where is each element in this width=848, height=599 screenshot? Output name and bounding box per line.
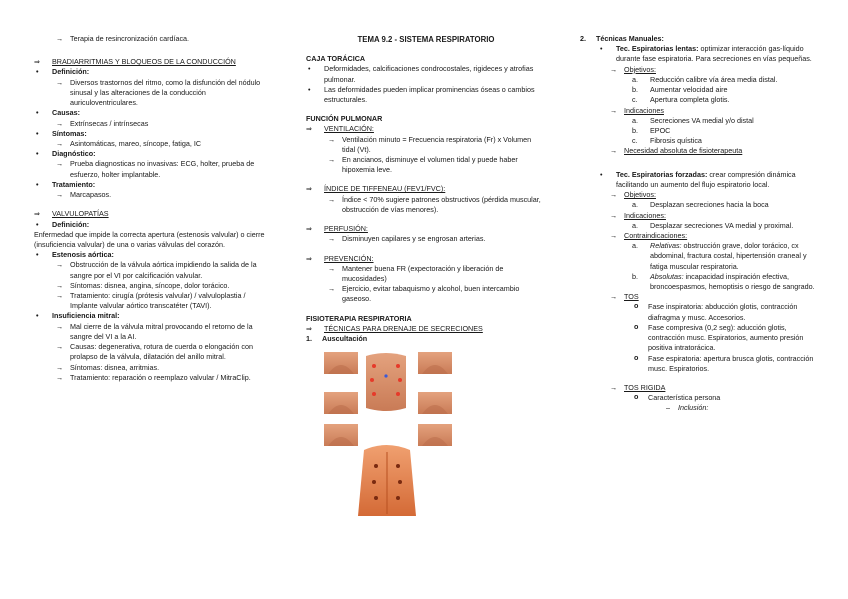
valv-definicion-label-text: Definición: bbox=[52, 219, 90, 229]
objetivo2-text: Desplazan secreciones hacia la boca bbox=[650, 200, 769, 210]
perfusion-title: PERFUSIÓN: bbox=[324, 224, 368, 234]
estenosis-label bbox=[34, 250, 272, 260]
indicacion-letter: a. bbox=[632, 115, 638, 125]
indicacion-item bbox=[632, 126, 816, 136]
caja-item-text: Las deformidades pueden implicar prominencias óseas o cambios estructurales. bbox=[324, 84, 535, 104]
ventilacion-title: VENTILACIÓN: bbox=[324, 124, 374, 134]
prevencion-item-text: Ejercicio, evitar tabaquismo y alcohol, buen intercambio gaseoso. bbox=[342, 284, 520, 304]
lentas-label: Tec. Espiratorias lentas: bbox=[616, 44, 699, 54]
ventilacion-item bbox=[324, 135, 546, 155]
necesidad-text: Necesidad absoluta de fisioterapeuta bbox=[624, 146, 743, 156]
estenosis-item bbox=[52, 260, 272, 280]
objetivo-letter: a. bbox=[632, 74, 638, 84]
objetivo-item bbox=[632, 75, 816, 85]
estenosis-item bbox=[52, 281, 272, 291]
diagnostico-label bbox=[34, 149, 272, 159]
torso-thumb-1 bbox=[324, 352, 358, 374]
causas-label-text: Causas: bbox=[52, 108, 80, 118]
tratamiento-text bbox=[52, 190, 272, 200]
tecnicas-manuales-label: Técnicas Manuales: bbox=[596, 34, 664, 43]
valv-definicion-body: Enfermedad que impide la correcta apertura (estenosis valvular) o cierre (insuficiencia valvular) de una o varias válvulas del corazón. bbox=[34, 229, 265, 249]
fisioterapia-header: FISIOTERAPIA RESPIRATORIA bbox=[306, 313, 412, 323]
contraindicaciones-label: Contraindicaciones: bbox=[624, 230, 688, 240]
tos-rigida-subitem bbox=[664, 403, 816, 413]
caja-toracica-header: CAJA TORÁCICA bbox=[306, 54, 366, 64]
forzadas-text: crear compresión dinámica facilitando un aumento del flujo espiratorio local. bbox=[616, 169, 796, 189]
forzadas-item bbox=[598, 170, 816, 190]
objetivo2-letter: a. bbox=[632, 200, 638, 210]
diagnostico-label-text: Diagnóstico: bbox=[52, 149, 96, 159]
insuficiencia-label-text: Insuficiencia mitral: bbox=[52, 311, 120, 321]
tos-label: TOS bbox=[624, 292, 639, 302]
left-column bbox=[34, 34, 272, 383]
sintomas-label bbox=[34, 129, 272, 139]
objetivo2-item bbox=[632, 200, 816, 210]
estenosis-item bbox=[52, 291, 272, 311]
contraindicacion-type: Relativas: bbox=[650, 241, 682, 251]
tos-item bbox=[632, 323, 816, 354]
tiffeneau-item bbox=[324, 195, 546, 215]
prevencion-title: PREVENCIÓN: bbox=[324, 253, 374, 263]
causas-text bbox=[52, 119, 272, 129]
middle-column bbox=[306, 34, 546, 516]
prevencion-header bbox=[306, 254, 546, 264]
prevencion-item-text: Mantener buena FR (expectoración y liberación de mucosidades) bbox=[342, 263, 504, 283]
objetivo-text: Reducción calibre vía área media distal. bbox=[650, 74, 778, 84]
prevencion-item bbox=[324, 284, 546, 304]
tos-item-text: Fase compresiva (0,2 seg): aducción glotis, contracción musc. Espiratorios, aumento presión positiva intratorácica. bbox=[648, 322, 804, 353]
back-torso bbox=[358, 445, 416, 516]
auscultation-points-illustration bbox=[306, 348, 506, 516]
tos-rigida-item-text: Característica persona bbox=[648, 393, 721, 403]
objetivo-letter: c. bbox=[632, 95, 638, 105]
tos-item bbox=[632, 354, 816, 374]
sintomas-text bbox=[52, 139, 272, 149]
indicaciones2-label: Indicaciones: bbox=[624, 210, 666, 220]
tratamiento-label-text: Tratamiento: bbox=[52, 179, 96, 189]
objetivos-label: Objetivos: bbox=[624, 64, 656, 74]
objetivos-header bbox=[606, 65, 816, 75]
estenosis-label-text: Estenosis aórtica: bbox=[52, 250, 114, 260]
auscultation-figure bbox=[306, 348, 546, 516]
diagnostico-body: Prueba diagnosticas no invasivas: ECG, holter, prueba de esfuerzo, holter implantable. bbox=[70, 159, 255, 179]
insuficiencia-item bbox=[52, 322, 272, 342]
indicacion2-item bbox=[632, 221, 816, 231]
diagnostico-text bbox=[52, 159, 272, 179]
tecnicas-drenaje-header bbox=[306, 324, 546, 334]
contraindicacion-type: Absolutas: bbox=[650, 271, 684, 281]
indicacion-item bbox=[632, 136, 816, 146]
sintomas-body: Asintomáticas, mareo, síncope, fatiga, IC bbox=[70, 138, 202, 148]
estenosis-item-text: Síntomas: disnea, angina, síncope, dolor torácico. bbox=[70, 280, 230, 290]
central-chest bbox=[366, 353, 406, 411]
objetivo-text: Apertura completa glotis. bbox=[650, 95, 730, 105]
insuficiencia-item bbox=[52, 363, 272, 373]
torso-thumb-6 bbox=[418, 424, 452, 446]
caja-item-text: Deformidades, calcificaciones condrocostales, rigideces y atrofias pulmonar. bbox=[324, 64, 534, 84]
perfusion-item-text: Disminuyen capilares y se engrosan arterias. bbox=[342, 234, 486, 244]
valv-definicion-text bbox=[34, 230, 272, 250]
perfusion-header bbox=[306, 224, 546, 234]
tratamiento-body: Marcapasos. bbox=[70, 190, 112, 200]
bradiarritmias-title: BRADIARRITMIAS Y BLOQUEOS DE LA CONDUCCIÓN bbox=[52, 57, 236, 67]
terapia-line bbox=[52, 34, 272, 44]
estenosis-item-text: Obstrucción de la válvula aórtica impidiendo la salida de la sangre por el VI por calcificación valvular. bbox=[70, 260, 257, 280]
auscultacion-label: Auscultación bbox=[322, 334, 368, 344]
tos-rigida-item bbox=[632, 393, 816, 403]
insuficiencia-item-text: Causas: degenerativa, rotura de cuerda o elongación con prolapso de la válvula, dilatación del anillo mitral. bbox=[70, 342, 254, 362]
insuficiencia-item bbox=[52, 342, 272, 362]
right-column bbox=[580, 34, 816, 414]
torso-thumb-3 bbox=[324, 392, 358, 414]
lentas-item bbox=[598, 44, 816, 64]
bradiarritmias-header bbox=[34, 57, 272, 67]
contraindicacion-text: incapacidad inspiración efectiva, broncoespasmos, hemoptisis o riesgo de sangrado. bbox=[650, 271, 815, 292]
contraindicacion-text: obstrucción grave, dolor torácico, cx abdominal, fractura costal, hipertensión craneal y fatiga muscular respiratoria. bbox=[650, 241, 807, 271]
valvulopatias-title: VALVULOPATÍAS bbox=[52, 209, 109, 219]
tos-item bbox=[632, 302, 816, 322]
estenosis-item-text: Tratamiento: cirugía (prótesis valvular) / valvuloplastia / Implante valvular aórtico transcatéter (TAVI). bbox=[70, 291, 246, 311]
insuficiencia-item-text: Síntomas: disnea, arritmias. bbox=[70, 362, 160, 372]
definicion-label bbox=[34, 67, 272, 77]
ventilacion-item-text: En ancianos, disminuye el volumen tidal y puede haber hipoxemia leve. bbox=[342, 155, 518, 175]
objetivo-item bbox=[632, 95, 816, 105]
forzadas-label: Tec. Espiratorias forzadas: bbox=[616, 169, 708, 179]
contraindicacion-item bbox=[632, 241, 816, 272]
tratamiento-label bbox=[34, 180, 272, 190]
insuficiencia-item-text: Mal cierre de la válvula mitral provocando el retorno de la sangre del VI a la AI. bbox=[70, 321, 253, 341]
contraindicaciones-header bbox=[606, 231, 816, 241]
sintomas-label-text: Síntomas: bbox=[52, 128, 87, 138]
auscultacion-number: 1. bbox=[306, 334, 312, 344]
torso-thumb-5 bbox=[324, 424, 358, 446]
perfusion-item bbox=[324, 234, 546, 244]
insuficiencia-item bbox=[52, 373, 272, 383]
tos-item-text: Fase inspiratoria: abducción glotis, contracción diafragma y musc. Accesorios. bbox=[648, 302, 798, 322]
tiffeneau-item-text: Índice < 70% sugiere patrones obstructivos (pérdida muscular, obstrucción de vías menores). bbox=[342, 194, 541, 214]
caja-item bbox=[306, 85, 546, 105]
definicion-body: Diversos trastornos del ritmo, como la disfunción del nódulo sinusal y las alteraciones de la conducción auriculoventriculares. bbox=[70, 77, 261, 108]
objetivo-text: Aumentar velocidad aire bbox=[650, 85, 728, 95]
indicacion2-text: Desplazar secreciones VA medial y proximal. bbox=[650, 220, 794, 230]
necesidad-line bbox=[606, 146, 816, 156]
causas-body: Extrínsecas / intrínsecas bbox=[70, 118, 149, 128]
auscultacion-item bbox=[306, 334, 546, 344]
tos-rigida-label: TOS RIGIDA bbox=[624, 383, 666, 392]
indicaciones-header bbox=[606, 106, 816, 116]
ventilacion-item-text: Ventilación minuto = Frecuencia respiratoria (Fr) x Volumen tidal (Vt). bbox=[342, 134, 532, 154]
indicaciones2-header bbox=[606, 211, 816, 221]
objetivos2-header bbox=[606, 190, 816, 200]
tiffeneau-title: ÍNDICE DE TIFFENEAU (FEV1/FVC): bbox=[324, 184, 446, 194]
indicacion-text: EPOC bbox=[650, 125, 671, 135]
objetivos2-label: Objetivos: bbox=[624, 190, 656, 200]
contraindicacion-letter: b. bbox=[632, 271, 638, 281]
prevencion-item bbox=[324, 264, 546, 284]
tecnicas-drenaje-title: TÉCNICAS PARA DRENAJE DE SECRECIONES bbox=[324, 323, 483, 333]
torso-thumb-4 bbox=[418, 392, 452, 414]
indicaciones-label: Indicaciones bbox=[624, 105, 664, 115]
indicacion-letter: c. bbox=[632, 136, 638, 146]
valv-definicion-label bbox=[34, 220, 272, 230]
indicacion2-letter: a. bbox=[632, 220, 638, 230]
terapia-text: Terapia de resincronización cardíaca. bbox=[70, 34, 190, 43]
insuficiencia-label bbox=[34, 311, 272, 321]
lentas-text: optimizar interacción gas-líquido durante fase espiratoria. Para secreciones en vías pequeñas. bbox=[616, 44, 812, 64]
tecnicas-manuales-item bbox=[580, 34, 816, 44]
definicion-label-text: Definición: bbox=[52, 67, 90, 77]
indicacion-letter: b. bbox=[632, 125, 638, 135]
ventilacion-header bbox=[306, 124, 546, 134]
objetivo-item bbox=[632, 85, 816, 95]
tecnicas-manuales-number: 2. bbox=[580, 34, 586, 43]
tos-rigida-subitem-text: Inclusión: bbox=[678, 403, 709, 413]
indicacion-text: Fibrosis quística bbox=[650, 136, 702, 146]
insuficiencia-item-text: Tratamiento: reparación o reemplazo valvular / MitraClip. bbox=[70, 372, 251, 382]
indicacion-text: Secreciones VA medial y/o distal bbox=[650, 115, 754, 125]
tiffeneau-header bbox=[306, 184, 546, 194]
causas-label bbox=[34, 108, 272, 118]
contraindicacion-item bbox=[632, 272, 816, 292]
funcion-pulmonar-header: FUNCIÓN PULMONAR bbox=[306, 114, 383, 124]
page-title: TEMA 9.2 - SISTEMA RESPIRATORIO bbox=[357, 35, 495, 44]
torso-thumb-2 bbox=[418, 352, 452, 374]
caja-item bbox=[306, 64, 546, 84]
definicion-text bbox=[52, 78, 272, 109]
valvulopatias-header bbox=[34, 209, 272, 219]
ventilacion-item bbox=[324, 155, 546, 175]
indicacion-item bbox=[632, 116, 816, 126]
objetivo-letter: b. bbox=[632, 85, 638, 95]
contraindicacion-letter: a. bbox=[632, 241, 638, 251]
tos-item-text: Fase espiratoria: apertura brusca glotis, contracción musc. Espiratorios. bbox=[648, 353, 814, 373]
